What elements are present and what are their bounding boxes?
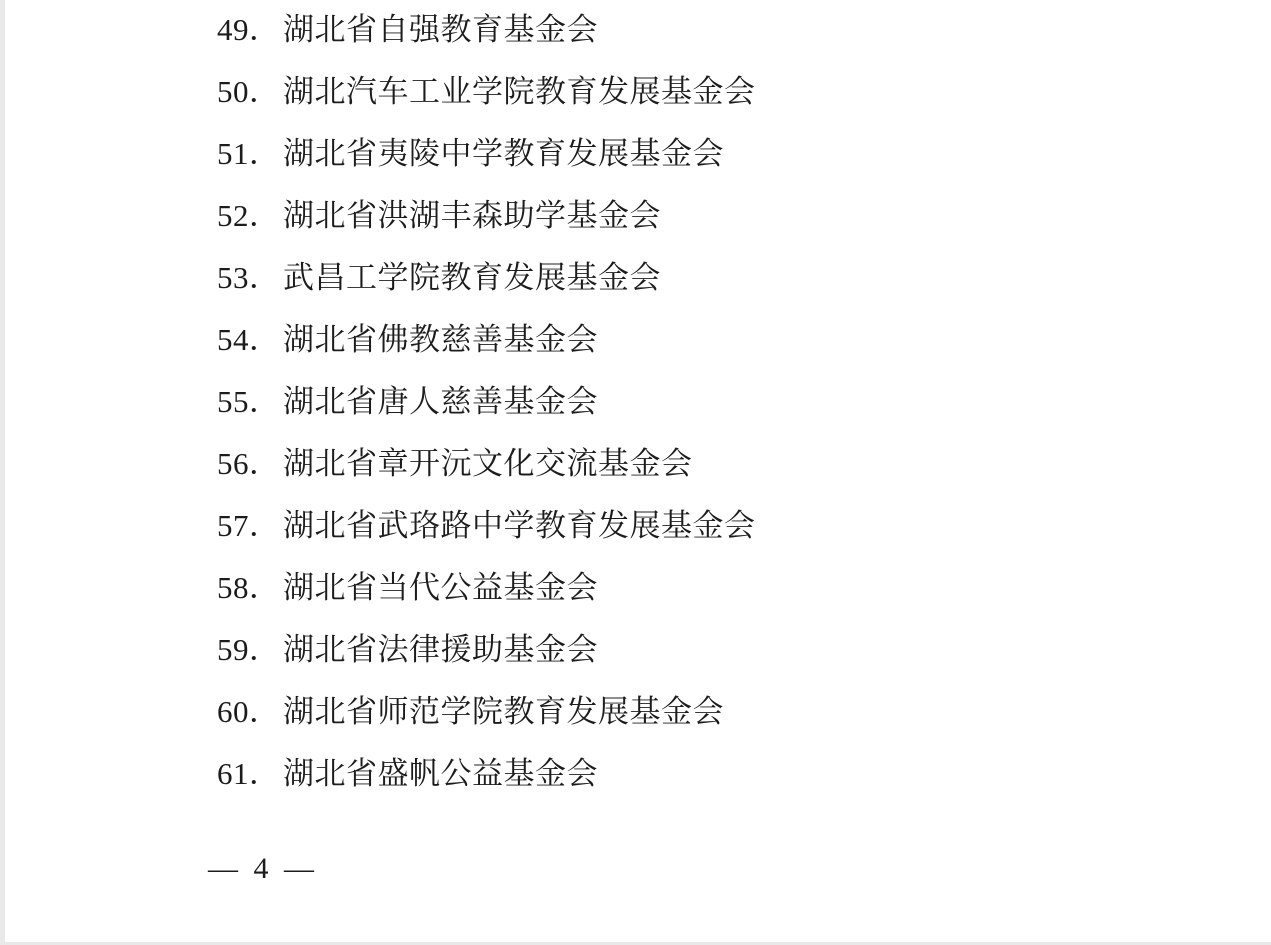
document-page xyxy=(5,0,1271,942)
list-item xyxy=(217,557,756,619)
item-number: 52． xyxy=(217,198,281,233)
list-item xyxy=(217,0,756,61)
item-name: 湖北省法律援助基金会 xyxy=(283,632,598,667)
item-number: 55． xyxy=(217,384,281,419)
item-name: 湖北省章开沅文化交流基金会 xyxy=(283,446,693,481)
list-item xyxy=(217,309,756,371)
list-item xyxy=(217,433,756,495)
item-name: 湖北省洪湖丰森助学基金会 xyxy=(283,198,661,233)
item-name: 武昌工学院教育发展基金会 xyxy=(283,260,661,295)
item-number: 51． xyxy=(217,136,281,171)
page-number-footer: — 4 — xyxy=(208,852,318,885)
list-item xyxy=(217,681,756,743)
list-item xyxy=(217,123,756,185)
item-name: 湖北省当代公益基金会 xyxy=(283,570,598,605)
item-name: 湖北省自强教育基金会 xyxy=(283,12,598,47)
item-number: 50． xyxy=(217,74,281,109)
item-name: 湖北省武珞路中学教育发展基金会 xyxy=(283,508,756,543)
item-number: 58． xyxy=(217,570,281,605)
list-item xyxy=(217,743,756,805)
list-item xyxy=(217,185,756,247)
item-name: 湖北省夷陵中学教育发展基金会 xyxy=(283,136,724,171)
list-item xyxy=(217,371,756,433)
item-number: 54． xyxy=(217,322,281,357)
item-name: 湖北汽车工业学院教育发展基金会 xyxy=(283,74,756,109)
item-name: 湖北省唐人慈善基金会 xyxy=(283,384,598,419)
item-number: 53． xyxy=(217,260,281,295)
item-number: 57． xyxy=(217,508,281,543)
item-name: 湖北省师范学院教育发展基金会 xyxy=(283,694,724,729)
item-name: 湖北省佛教慈善基金会 xyxy=(283,322,598,357)
item-number: 60． xyxy=(217,694,281,729)
item-name: 湖北省盛帆公益基金会 xyxy=(283,756,598,791)
item-number: 61． xyxy=(217,756,281,791)
item-number: 59． xyxy=(217,632,281,667)
list-item xyxy=(217,495,756,557)
list-item xyxy=(217,619,756,681)
item-number: 56． xyxy=(217,446,281,481)
list-item xyxy=(217,61,756,123)
list-item xyxy=(217,247,756,309)
foundation-list xyxy=(217,0,756,805)
item-number: 49． xyxy=(217,12,281,47)
